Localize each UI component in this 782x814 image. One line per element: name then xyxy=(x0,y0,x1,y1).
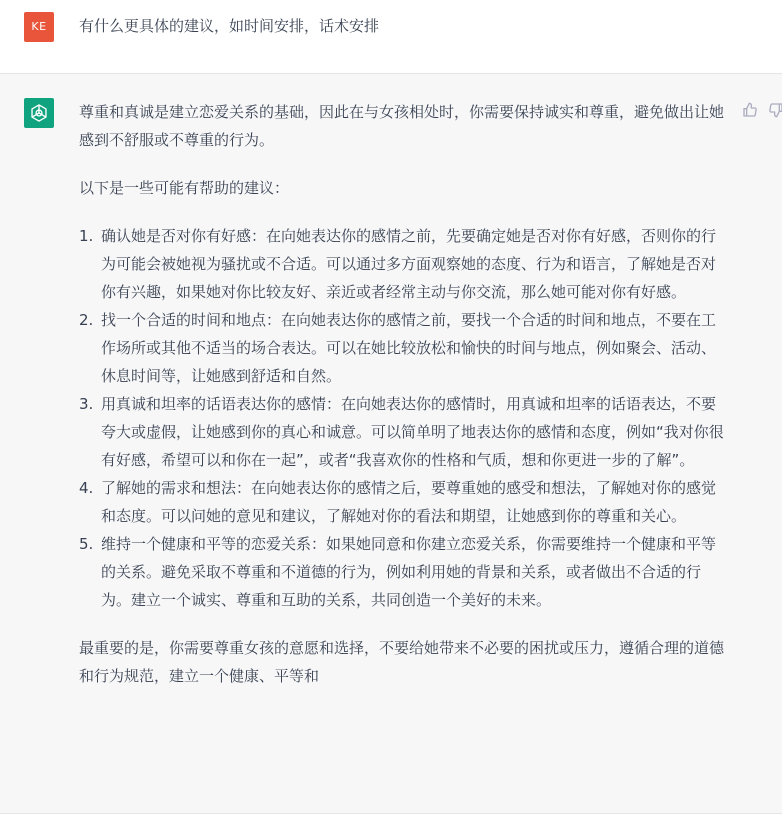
list-item-number: 4. xyxy=(79,479,94,497)
list-item-text: 了解她的需求和想法：在向她表达你的感情之后，要尊重她的感受和想法，了解她对你的感觉和态度。可以问她的意见和建议，了解她对你的看法和期望，让她感到你的尊重和关心。 xyxy=(101,479,717,525)
list-item-text: 确认她是否对你有好感：在向她表达你的感情之前，先要确定她是否对你有好感，否则你的行为可能会被她视为骚扰或不合适。可以通过多方面观察她的态度、行为和语言，了解她是否对你有兴趣，如果她对你比较友好、亲近或者经常主动与你交流，那么她可能对你有好感。 xyxy=(101,227,717,301)
assistant-lead-paragraph: 以下是一些可能有帮助的建议： xyxy=(79,179,290,197)
list-item-text: 用真诚和坦率的话语表达你的感情：在向她表达你的感情时，用真诚和坦率的话语表达，不要夸大或虚假，让她感到你的真心和诚意。可以简单明了地表达你的感情和态度，例如“我对你很有好感，希望可以和你在一起”，或者“我喜欢你的性格和气质，想和你更进一步的了解”。 xyxy=(101,395,724,469)
list-item-text: 维持一个健康和平等的恋爱关系：如果她同意和你建立恋爱关系，你需要维持一个健康和平等的关系。避免采取不尊重和不道德的行为，例如利用她的背景和关系，或者做出不合适的行为。建立一个诚实、尊重和互助的关系，共同创造一个美好的未来。 xyxy=(101,535,717,609)
list-item-number: 5. xyxy=(79,535,94,553)
list-item-number: 1. xyxy=(79,227,94,245)
thumbs-down-icon[interactable] xyxy=(768,102,782,122)
suggestion-list xyxy=(79,222,727,614)
list-item xyxy=(79,474,727,530)
assistant-message-content xyxy=(79,98,727,690)
list-item-number: 3. xyxy=(79,395,94,413)
openai-logo-icon xyxy=(28,102,50,124)
list-item-number: 2. xyxy=(79,311,94,329)
thumbs-up-icon[interactable] xyxy=(742,102,758,122)
list-item xyxy=(79,222,727,306)
assistant-intro-paragraph: 尊重和真诚是建立恋爱关系的基础，因此在与女孩相处时，你需要保持诚实和尊重，避免做出让她感到不舒服或不尊重的行为。 xyxy=(79,103,725,149)
assistant-avatar xyxy=(24,98,54,128)
list-item xyxy=(79,530,727,614)
assistant-closing-paragraph: 最重要的是，你需要尊重女孩的意愿和选择，不要给她带来不必要的困扰或压力，遵循合理的道德和行为规范，建立一个健康、平等和 xyxy=(79,639,725,685)
feedback-controls xyxy=(742,102,782,120)
list-item xyxy=(79,306,727,390)
list-item-text: 找一个合适的时间和地点：在向她表达你的感情之前，要找一个合适的时间和地点，不要在工作场所或其他不适当的场合表达。可以在她比较放松和愉快的时间与地点，例如聚会、活动、休息时间等，让她感到舒适和自然。 xyxy=(101,311,717,385)
user-message-text: 有什么更具体的建议，如时间安排，话术安排 xyxy=(79,17,380,35)
user-avatar: KE xyxy=(24,12,54,42)
assistant-message-row xyxy=(0,74,782,814)
list-item xyxy=(79,390,727,474)
user-message-row xyxy=(0,0,782,74)
